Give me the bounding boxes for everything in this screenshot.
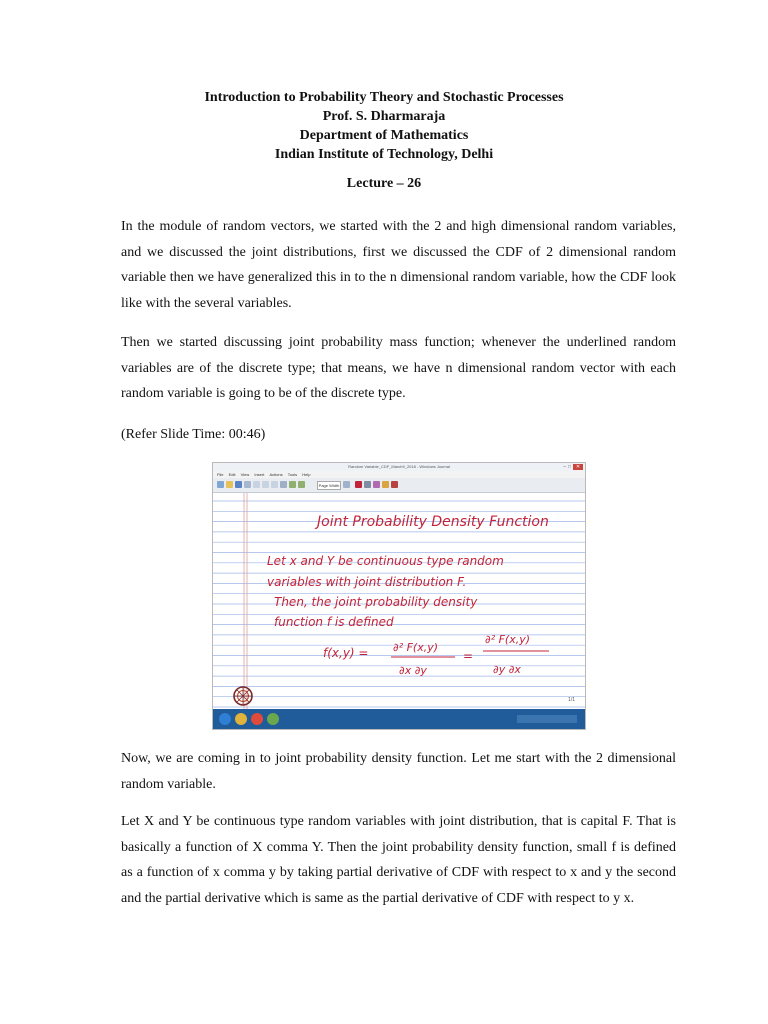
slide-ink-line1: Let x and Y be continuous type random	[267, 554, 504, 568]
new-icon[interactable]	[217, 481, 224, 488]
page-indicator: 1/1	[568, 697, 575, 703]
system-tray[interactable]	[517, 715, 577, 723]
print-icon[interactable]	[244, 481, 251, 488]
open-icon[interactable]	[226, 481, 233, 488]
slide-formula-den2: ∂y ∂x	[493, 663, 521, 676]
taskbar	[213, 709, 585, 729]
eraser-icon[interactable]	[373, 481, 380, 488]
pen-icon[interactable]	[355, 481, 362, 488]
menu-insert[interactable]: Insert	[254, 472, 265, 477]
undo-icon[interactable]	[289, 481, 296, 488]
paste-icon[interactable]	[271, 481, 278, 488]
slide-screenshot	[212, 462, 586, 730]
maximize-icon[interactable]: □	[567, 464, 573, 470]
slide-ink-title: Joint Probability Density Function	[317, 514, 549, 530]
window-controls	[563, 464, 583, 470]
save-icon[interactable]	[235, 481, 242, 488]
menu-tools[interactable]: Tools	[287, 472, 298, 477]
toolbar	[213, 478, 585, 493]
menu-edit[interactable]: Edit	[228, 472, 236, 477]
highlighter-icon[interactable]	[364, 481, 371, 488]
menu-view[interactable]: View	[240, 472, 250, 477]
slide-formula-eq2: =	[463, 649, 474, 663]
professor-name: Prof. S. Dharmaraja	[322, 109, 446, 124]
browser-icon[interactable]	[251, 713, 263, 725]
status-bar	[213, 697, 585, 709]
journal-app-icon[interactable]	[267, 713, 279, 725]
window-title: Random Variable_CDF_March9_2018 - Windows Journal	[213, 463, 585, 471]
journal-canvas	[213, 493, 585, 709]
paragraph-1: In the module of random vectors, we started with the 2 and high dimensional random variables, and we discussed the joint distributions, first we discussed the CDF of 2 dimensional random variable then we have generalized this in to the n dimensional random variable, how the CDF look like with the several variables.	[121, 219, 676, 311]
cut-icon[interactable]	[253, 481, 260, 488]
course-title: Introduction to Probability Theory and Stochastic Processes	[204, 90, 564, 105]
paragraph-2: Then we started discussing joint probability mass function; whenever the underlined random variables are of the discrete type; that means, we have n dimensional random vector with each random variable is going to be of the discrete type.	[121, 335, 676, 401]
menu-actions[interactable]: Actions	[269, 472, 283, 477]
copy-icon[interactable]	[262, 481, 269, 488]
slide-ink-line4: function f is defined	[274, 615, 394, 629]
slide-formula-num1: ∂² F(x,y)	[393, 641, 439, 654]
menu-bar	[213, 471, 585, 478]
slide-formula-den1: ∂x ∂y	[399, 664, 427, 677]
slide-formula-num2: ∂² F(x,y)	[485, 633, 531, 646]
minimize-icon[interactable]: –	[563, 464, 568, 470]
lasso-icon[interactable]	[382, 481, 389, 488]
start-icon[interactable]	[219, 713, 231, 725]
slide-ink-line3: Then, the joint probability density	[274, 595, 478, 609]
lecture-number: Lecture – 26	[346, 176, 422, 191]
zoom-icon[interactable]	[343, 481, 350, 488]
redo-icon[interactable]	[298, 481, 305, 488]
page-icon[interactable]	[280, 481, 287, 488]
folder-icon[interactable]	[235, 713, 247, 725]
paragraph-3: Now, we are coming in to joint probability density function. Let me start with the 2 dimensional random variable.	[121, 751, 676, 792]
slide-formula-lhs: f(x,y) =	[323, 646, 369, 660]
institute-name: Indian Institute of Technology, Delhi	[274, 147, 494, 162]
department-name: Department of Mathematics	[299, 128, 469, 143]
refer-slide-time: (Refer Slide Time: 00:46)	[121, 427, 266, 442]
menu-file[interactable]: File	[217, 472, 224, 477]
slide-ink-line2: variables with joint distribution F.	[267, 575, 467, 589]
paragraph-4: Let X and Y be continuous type random variables with joint distribution, that is capital F. That is basically a function of X comma Y. Then the joint probability density function, small f is defined as a function of x comma y by taking partial derivative of CDF with respect to x and y the second and the partial derivative which is same as the partial derivative of CDF with respect to y x.	[121, 814, 676, 906]
zoom-select[interactable]: Page Width	[318, 483, 340, 488]
menu-help[interactable]: Help	[302, 472, 311, 477]
close-icon[interactable]: ✕	[573, 464, 583, 470]
pointer-icon[interactable]	[391, 481, 398, 488]
